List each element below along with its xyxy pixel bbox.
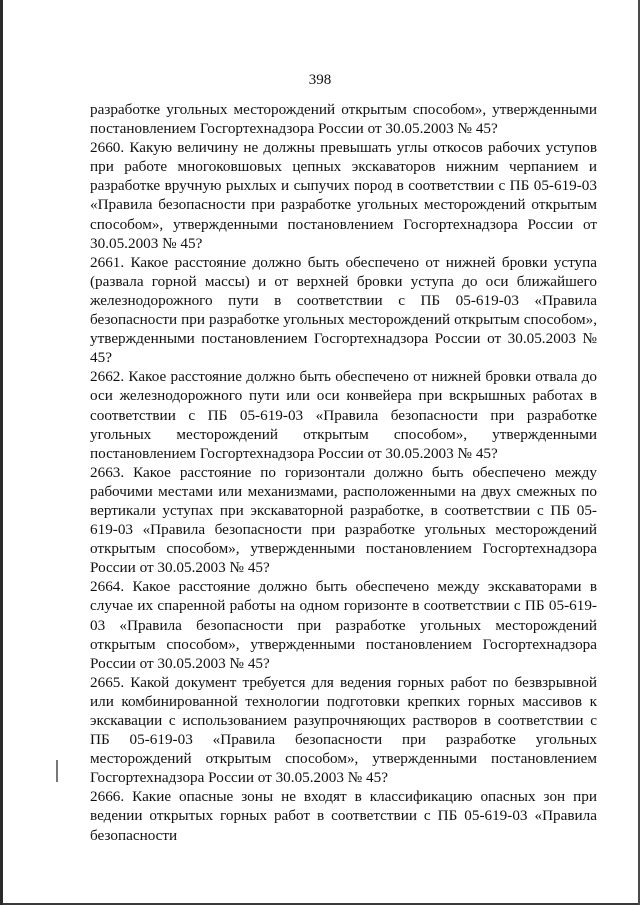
question-2661: 2661. Какое расстояние должно быть обеспечено от нижней бровки уступа (развала горной массы) и от верхней бровки уступа до оси ближайшего железнодорожного пути в соответствии с ПБ 05-619-03 «Правила безопасности при разработке угольных месторождений открытым способом», утвержденными постановлением Госгортехнадзора России от 30.05.2003 № 45? [90,253,597,367]
question-2663: 2663. Какое расстояние по горизонтали должно быть обеспечено между рабочими местами или механизмами, расположенными на двух смежных по вертикали уступах при экскаваторной разработке, в соответствии с ПБ 05-619-03 «Правила безопасности при разработке угольных месторождений открытым способом», утвержденными постановлением Госгортехнадзора России от 30.05.2003 № 45? [90,463,597,577]
question-2666: 2666. Какие опасные зоны не входят в классификацию опасных зон при ведении открытых горных работ в соответствии с ПБ 05-619-03 «Правила безопасности [90,788,597,844]
paragraph-continuation: разработке угольных месторождений открытым способом», утвержденными постановлением Госгортехнадзора России от 30.05.2003 № 45? [90,101,597,138]
question-2660: 2660. Какую величину не должны превышать углы откосов рабочих уступов при работе многоковшовых цепных экскаваторов нижним черпанием и разработке вручную рыхлых и сыпучих пород в соответствии с ПБ 05-619-03 «Правила безопасности при разработке угольных месторождений открытым способом», утвержденными постановлением Госгортехнадзора России от 30.05.2003 № 45? [90,139,597,252]
scan-margin-mark [56,760,58,782]
question-2664: 2664. Какое расстояние должно быть обеспечено между экскаваторами в случае их спаренной работы на одном горизонте в соответствии с ПБ 05-619-03 «Правила безопасности при разработке угольных месторождений открытым способом», утвержденными постановлением Госгортехнадзора России от 30.05.2003 № 45? [90,578,597,672]
page-number: 398 [308,72,332,88]
question-2665: 2665. Какой документ требуется для ведения горных работ по безвзрывной или комбинированной технологии подготовки крепких горных массивов к экскавации с использованием разупрочняющих растворов в соответствии с ПБ 05-619-03 «Правила безопасности при разработке угольных месторождений открытым способом», утвержденными постановлением Госгортехнадзора России от 30.05.2003 № 45? [90,673,597,787]
document-body [90,100,597,845]
question-2662: 2662. Какое расстояние должно быть обеспечено от нижней бровки отвала до оси железнодорожного пути или оси конвейера при вскрышных работах в соответствии с ПБ 05-619-03 «Правила безопасности при разработке угольных месторождений открытым способом», утвержденными постановлением Госгортехнадзора России от 30.05.2003 № 45? [90,368,597,462]
